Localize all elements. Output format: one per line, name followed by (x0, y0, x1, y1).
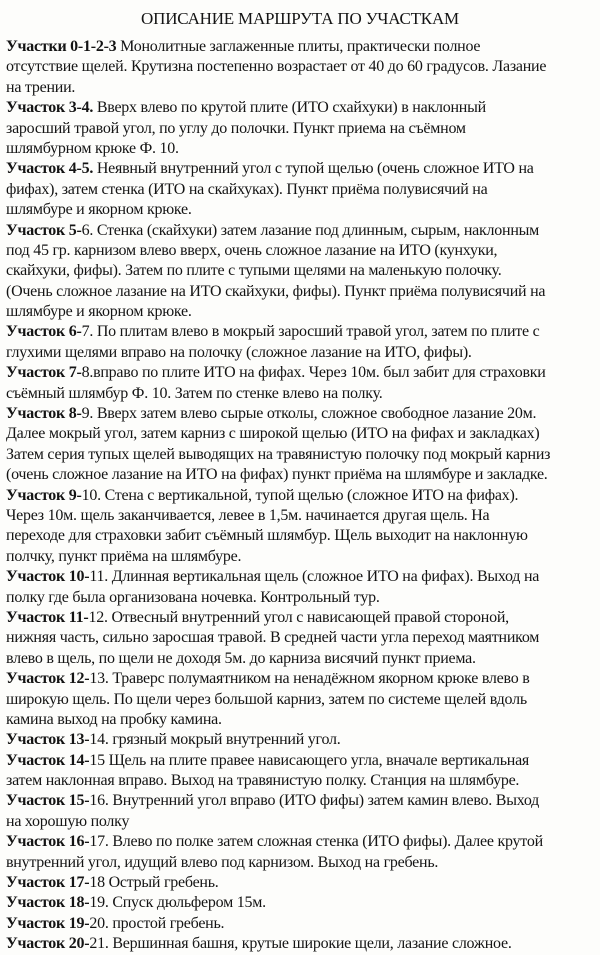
section-text: 7. По плитам влево в мокрый заросший травой угол, затем по плите с (81, 323, 540, 341)
text-line (6, 628, 598, 648)
section-text: на трении. (6, 78, 76, 96)
text-line (6, 302, 598, 322)
text-line (6, 669, 598, 689)
text-line (6, 771, 598, 791)
text-line (6, 588, 598, 608)
section-text: 10. Стена с вертикальной, тупой щелью (сложное ИТО на фифах). (81, 486, 519, 504)
text-line (6, 343, 598, 363)
section-label: Участок 6- (6, 323, 82, 341)
section-label: Участок 12- (6, 670, 90, 688)
section-text: под 45 гр. карнизом влево вверх, очень сложное лазание на ИТО (кунхуки, (6, 241, 498, 259)
section-label: Участок 5- (6, 221, 82, 239)
text-line (6, 486, 598, 506)
section-text: 6. Стенка (скайхуки) затем лазание под длинным, сырым, наклонным (81, 221, 540, 239)
text-line (6, 873, 598, 893)
text-line (6, 730, 598, 750)
text-line (6, 384, 598, 404)
section-label: Участок 15- (6, 792, 90, 810)
route-section (6, 669, 598, 730)
section-text: шлямбуре и якорном крюке. (6, 303, 192, 321)
section-label: Участок 8- (6, 405, 82, 423)
section-text: влево в щель, по щели не доходя 5м. до карниза висячий пункт приема. (6, 649, 476, 667)
text-line (6, 934, 598, 954)
section-text: (очень сложное лазание на ИТО на фифах) пункт приёма на шлямбуре и закладке. (6, 466, 548, 484)
section-text: нижняя часть, сильно заросшая травой. В средней части угла переход маятником (6, 629, 540, 647)
section-text: Неявный внутренний угол с тупой щелью (очень сложное ИТО на (93, 160, 534, 178)
text-line (6, 690, 598, 710)
section-text: 13. Траверс полумаятником на ненадёжном якорном крюке влево в (89, 670, 530, 688)
text-line (6, 363, 598, 383)
text-line (6, 649, 598, 669)
text-line (6, 751, 598, 771)
section-label: Участки 0-1-2-3 (6, 38, 117, 55)
route-description (6, 37, 598, 955)
text-line (6, 710, 598, 730)
section-text: затем наклонная вправо. Выход на травянистую полку. Станция на шлямбуре. (6, 772, 520, 790)
section-text: шлямбурном крюке Ф. 10. (6, 139, 179, 157)
route-section (6, 914, 598, 934)
text-line (6, 465, 598, 485)
section-text: 15 Щель на плите правее нависающего угла, вначале вертикальная (89, 751, 530, 769)
route-section (6, 832, 598, 873)
text-line (6, 445, 598, 465)
text-line (6, 853, 598, 873)
section-text: фифах), затем стенка (ИТО на скайхуках). Пункт приёма полувисячий на (6, 180, 488, 198)
section-text: Затем серия тупых щелей выводящих на травянистую полочку под мокрый карниз (6, 445, 551, 463)
section-label: Участок 3-4. (6, 99, 94, 117)
section-text: полчку, пункт приёма на шлямбуре. (6, 547, 242, 565)
route-section (6, 322, 598, 363)
text-line (6, 506, 598, 526)
text-line (6, 526, 598, 546)
section-label: Участок 20- (6, 935, 90, 953)
section-text: внутренний угол, идущий влево под карнизом. Выход на гребень. (6, 853, 439, 871)
section-text: на хорошую полку (6, 812, 130, 830)
section-text: широкую щель. По щели через большой карниз, затем по системе щелей вдоль (6, 690, 527, 708)
section-text: шлямбуре и якорном крюке. (6, 201, 192, 219)
section-text: 20. простой гребень. (89, 914, 225, 932)
route-section (6, 404, 598, 486)
text-line (6, 261, 598, 281)
route-section (6, 730, 598, 750)
route-section (6, 934, 598, 954)
section-label: Участок 18- (6, 894, 90, 912)
section-text: полку где была организована ночевка. Контрольный тур. (6, 588, 380, 606)
text-line (6, 608, 598, 628)
section-text: 19. Спуск дюльфером 15м. (89, 894, 266, 912)
text-line (6, 98, 598, 118)
section-text: камина выход на пробку камина. (6, 710, 222, 728)
section-text: заросший травой угол, по углу до полочки. Пункт приема на съёмном (6, 119, 466, 137)
section-text: Через 10м. щель заканчивается, левее в 1,5м. начинается другая щель. На (6, 506, 490, 524)
section-label: Участок 16- (6, 833, 90, 851)
section-label: Участок 7- (6, 364, 82, 382)
section-text: 17. Влево по полке затем сложная стенка (ИТО фифы). Далее крутой (89, 833, 543, 851)
text-line (6, 832, 598, 852)
text-line (6, 37, 598, 57)
text-line (6, 119, 598, 139)
section-text: (Очень сложное лазание на ИТО скайхуки, фифы). Пункт приёма полувисячий на (6, 282, 546, 300)
text-line (6, 547, 598, 567)
section-text: отсутствие щелей. Крутизна постепенно возрастает от 40 до 60 градусов. Лазание (6, 58, 547, 76)
text-line (6, 282, 598, 302)
section-text: переходе для страховки забит съёмный шлямбур. Щель выходит на наклонную (6, 527, 528, 545)
section-text: 18 Острый гребень. (89, 874, 219, 892)
section-label: Участок 11- (6, 608, 89, 626)
route-section (6, 873, 598, 893)
text-line (6, 322, 598, 342)
section-text: 12. Отвесный внутренний угол с нависающей правой стороной, (88, 608, 509, 626)
route-section (6, 751, 598, 792)
route-section (6, 98, 598, 159)
section-text: 21. Вершинная башня, крутые широкие щели, лазание сложное. (89, 935, 512, 953)
text-line (6, 221, 598, 241)
route-section (6, 486, 598, 568)
text-line (6, 78, 598, 98)
section-text: скайхуки, фифы). Затем по плите с тупыми щелями на маленькую полочку. (6, 262, 502, 280)
text-line (6, 791, 598, 811)
route-section (6, 893, 598, 913)
route-section (6, 608, 598, 669)
route-section (6, 37, 598, 98)
section-text: 9. Вверх затем влево сырые отколы, сложное свободное лазание 20м. (81, 405, 537, 423)
section-label: Участок 19- (6, 914, 90, 932)
section-text: Монолитные заглаженные плиты, практически полное (116, 38, 481, 55)
section-label: Участок 4-5. (6, 160, 94, 178)
section-text: 16. Внутренний угол вправо (ИТО фифы) затем камин влево. Выход (89, 792, 540, 810)
section-text: 11. Длинная вертикальная щель (сложное ИТО на фифах). Выход на (89, 568, 540, 586)
text-line (6, 200, 598, 220)
text-line (6, 57, 598, 77)
text-line (6, 180, 598, 200)
text-line (6, 241, 598, 261)
section-text: глухими щелями вправо на полочку (сложное лазание на ИТО, фифы). (6, 343, 472, 361)
text-line (6, 914, 598, 934)
section-label: Участок 17- (6, 874, 90, 892)
route-section (6, 567, 598, 608)
text-line (6, 404, 598, 424)
section-label: Участок 9- (6, 486, 82, 504)
section-label: Участок 14- (6, 751, 90, 769)
section-text: 8.вправо по плите ИТО на фифах. Через 10м. был забит для страховки (81, 364, 546, 382)
text-line (6, 424, 598, 444)
section-text: съёмный шлямбур Ф. 10. Затем по стенке влево на полку. (6, 384, 383, 402)
page-title: ОПИСАНИЕ МАРШРУТА ПО УЧАСТКАМ (141, 9, 459, 28)
section-text: Далее мокрый угол, затем карниз с широкой щелью (ИТО на фифах и закладках) (6, 425, 540, 443)
route-section (6, 791, 598, 832)
section-label: Участок 13- (6, 731, 90, 749)
route-section (6, 221, 598, 323)
text-line (6, 812, 598, 832)
route-section (6, 159, 598, 220)
section-text: 14. грязный мокрый внутренний угол. (89, 731, 341, 749)
text-line (6, 159, 598, 179)
route-section (6, 363, 598, 404)
text-line (6, 139, 598, 159)
section-label: Участок 10- (6, 568, 90, 586)
section-text: Вверх влево по крутой плите (ИТО схайхуки) в наклонный (93, 99, 486, 117)
text-line (6, 893, 598, 913)
text-line (6, 567, 598, 587)
